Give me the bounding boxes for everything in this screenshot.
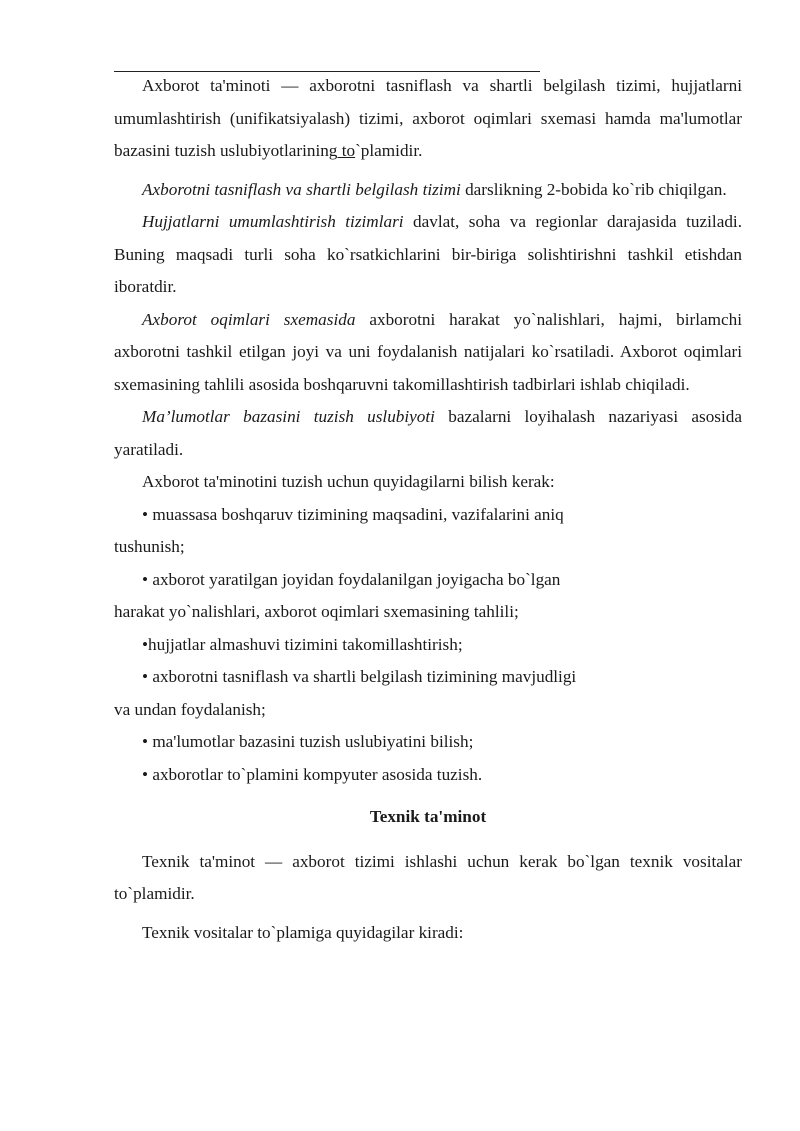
paragraph-text: davlat, soha va regionlar darajasida tuziladi. Buning maqsadi turli soha ko`rsatkichlarini bir-biriga solishtirishni tashkil etishdan iboratdir. xyxy=(114,212,742,296)
paragraph-text: Axborot ta'minoti — axborotni tasniflash va shartli belgilash tizimi, hujjatlarni umumlashtirish (unifikatsiyalash) tizimi, axborot oqimlari sxemasi hamda ma'lumotlar bazasini tuzish uslubiyotlarining xyxy=(114,76,742,160)
section-heading: Texnik ta'minot xyxy=(369,807,487,826)
paragraph-hujjatlar xyxy=(114,206,742,304)
list-item: • muassasa boshqaruv tizimining maqsadini, vazifalarini aniq xyxy=(142,504,564,524)
paragraph-oqimlar xyxy=(114,304,742,402)
paragraph-axborot-taminoti xyxy=(114,70,742,168)
list-item: • axborotni tasniflash va shartli belgilash tizimining mavjudligi xyxy=(142,667,577,686)
italic-term: Hujjatlarni umumlashtirish tizimlari xyxy=(142,212,404,231)
paragraph-malumotlar xyxy=(114,401,742,466)
list-item-continuation: tushunish; xyxy=(114,537,185,556)
paragraph-tasniflash xyxy=(114,174,742,207)
paragraph-text: darslikning 2-bobida ko`rib chiqilgan. xyxy=(460,179,727,199)
italic-term: Ma’lumotlar bazasini tuzish uslubiyoti xyxy=(142,407,435,426)
paragraph-texnik-vositalar: Texnik vositalar to`plamiga quyidagilar kiradi: xyxy=(142,922,464,942)
italic-term: Axborotni tasniflash va shartli belgilash tizimi xyxy=(142,179,461,199)
paragraph-text: axborotni harakat yo`nalishlari, hajmi, birlamchi axborotni tashkil etilgan joyi va uni foydalanish natijalari ko`rsatiladi. Axborot oqimlari sxemasining tahlili asosida boshqaruvni takomillashtirish tadbirlari ishlab chiqiladi. xyxy=(114,309,742,394)
list-item: • ma'lumotlar bazasini tuzish uslubiyatini bilish; xyxy=(142,732,474,751)
paragraph-text: bazalarni loyihalash nazariyasi asosida yaratiladi. xyxy=(114,407,742,459)
list-item: •hujjatlar almashuvi tizimini takomillashtirish; xyxy=(142,634,463,654)
underlined-word: to xyxy=(337,141,356,160)
document-page xyxy=(114,0,742,949)
list-item-continuation: harakat yo`nalishlari, axborot oqimlari sxemasining tahlili; xyxy=(114,602,519,621)
italic-term: Axborot oqimlari sxemasida xyxy=(142,309,356,329)
list-item: • axborot yaratilgan joyidan foydalanilgan joyigacha bo`lgan xyxy=(142,569,561,589)
paragraph-bilish-kerak: Axborot ta'minotini tuzish uchun quyidagilarni bilish kerak: xyxy=(142,472,555,491)
list-item-continuation: va undan foydalanish; xyxy=(114,699,266,719)
list-item: • axborotlar to`plamini kompyuter asosida tuzish. xyxy=(142,764,483,784)
paragraph-text: `plamidir. xyxy=(355,141,423,160)
paragraph-texnik-taminot: Texnik ta'minot — axborot tizimi ishlashi uchun kerak bo`lgan texnik vositalar to`plamidir. xyxy=(114,851,742,903)
